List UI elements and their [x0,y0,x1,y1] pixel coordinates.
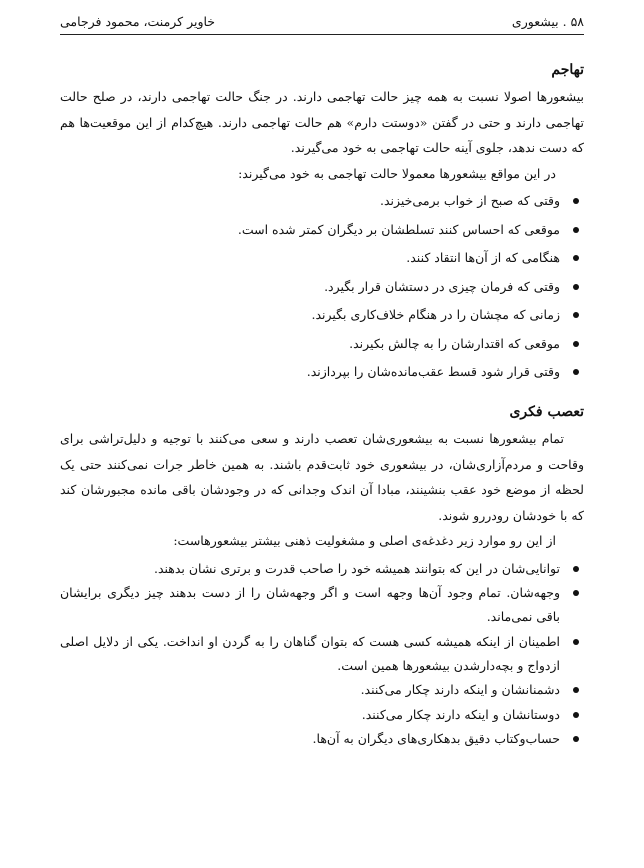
section-heading: تعصب فکری [509,404,584,420]
bullet-list [60,557,584,752]
list-item: موقعی که احساس کنند تسلطشان بر دیگران کمتر شده است. [60,218,560,242]
list-item: موقعی که اقتدارشان را به چالش بکیرند. [60,332,560,356]
list-item: حساب‌وکتاب دقیق بدهکاری‌های دیگران به آن‌ها. [60,727,560,751]
list-intro: در این مواقع بیشعورها معمولا حالت تهاجمی به خود می‌گیرند: [238,165,556,181]
section-intellectual-bias [60,400,584,751]
running-header [60,10,584,32]
header-divider [60,34,584,35]
body-paragraph: بیشعورها اصولا نسبت به همه چیز حالت تهاجمی دارند. در جنگ حالت تهاجمی دارند، در صلح حالت تهاجمی دارند و حتی در گفتن «دوستت دارم» هم حالت تهاجمی دارند. هیچ‌کدام از این موقعیت‌ها هم که دست ندهد، جلوی آینه حالت تهاجمی به خود می‌گیرند. [60,89,584,155]
list-item: وقتی که فرمان چیزی در دستشان قرار بگیرد. [60,275,560,299]
list-item: وقتی قرار شود قسط عقب‌مانده‌شان را بپردازند. [60,360,560,384]
list-item: زمانی که مچشان را در هنگام خلاف‌کاری بگیرند. [60,303,560,327]
list-intro: از این رو موارد زیر دغدغه‌ی اصلی و مشغولیت ذهنی بیشتر بیشعورهاست: [173,533,556,548]
list-item: هنگامی که از آن‌ها انتقاد کنند. [60,246,560,270]
bullet-list [60,189,584,384]
list-item: اطمینان از اینکه همیشه کسی هست که بتوان گناهان را به گردن او انداخت. یکی از دلایل اصلی ازدواج و بچه‌دارشدن بیشعورها همین است. [60,630,560,678]
list-item: وقتی که صبح از خواب برمی‌خیزند. [60,189,560,213]
list-item: دشمنانشان و اینکه دارند چکار می‌کنند. [60,678,560,702]
list-item: وجهه‌شان. تمام وجود آن‌ها وجهه است و اگر وجهه‌شان را از دست بدهند چیز دیگری برایشان باقی نمی‌ماند. [60,581,560,629]
page-body [60,50,584,752]
page-number-label: ۵۸ . بیشعوری [511,13,584,29]
list-item: توانایی‌شان در این که بتوانند همیشه خود را صاحب قدرت و برتری نشان بدهند. [60,557,560,581]
list-item: دوستانشان و اینکه دارند چکار می‌کنند. [60,703,560,727]
body-paragraph: تمام بیشعورها نسبت به بیشعوری‌شان تعصب دارند و سعی می‌کنند با توجیه و دلیل‌تراشی برای وقاحت و مردم‌آزاری‌شان، در بیشعوری خود ثابت‌قدم باشند. به همین خاطر جرات نمی‌کنند حتی یک لحظه از موضع خود عقب بنشینند، مبادا آن اندک وجدانی که در وجودشان باقی مانده مجبورشان کند که با خودشان رودررو شوند. [60,431,584,523]
section-aggression [60,58,584,384]
section-heading: تهاجم [551,62,584,78]
book-authors: خاویر کرمنت، محمود فرجامی [60,13,216,29]
